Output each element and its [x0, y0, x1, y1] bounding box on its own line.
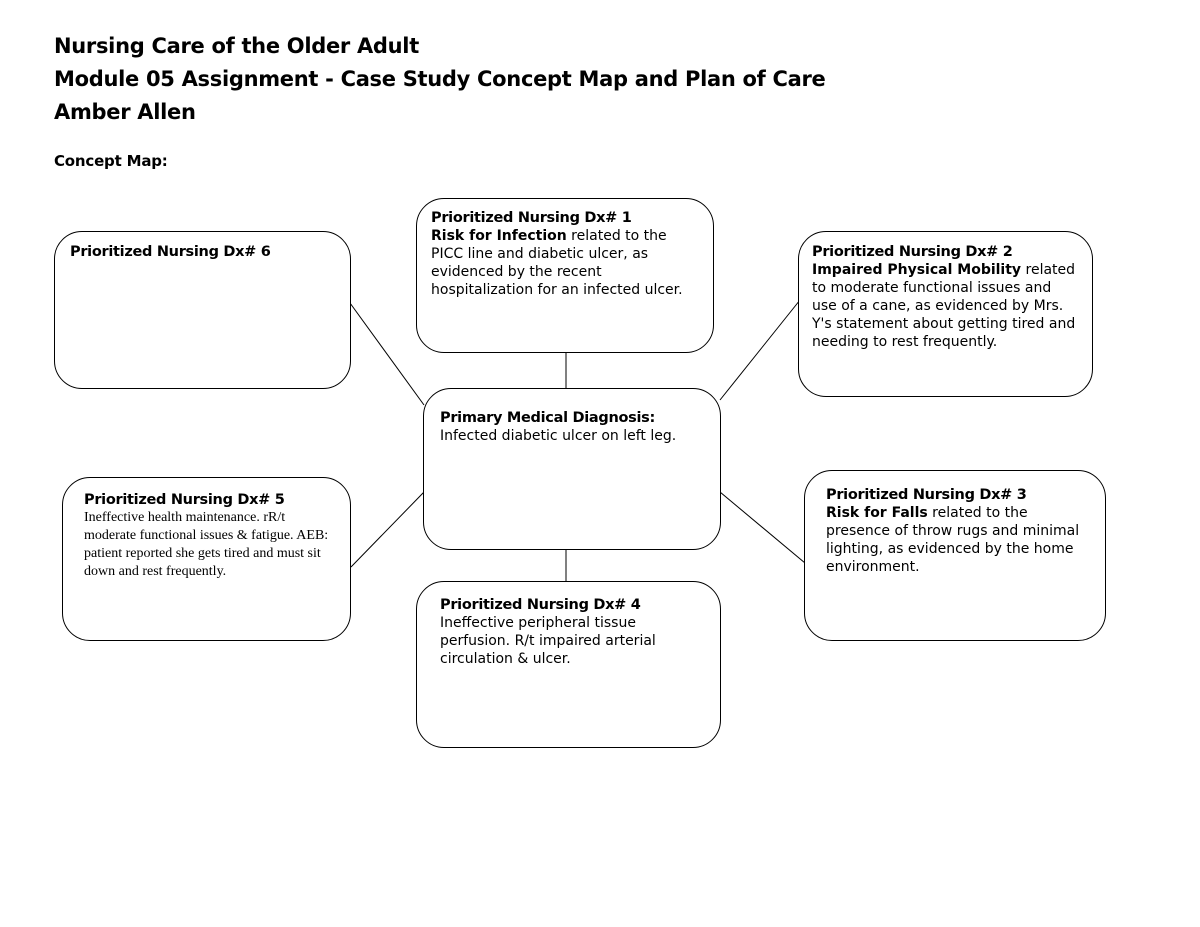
dx-4-title: Prioritized Nursing Dx# 4 [440, 597, 641, 613]
dx-1-title: Prioritized Nursing Dx# 1 [431, 210, 632, 226]
nursing-dx-2-box [798, 231, 1093, 397]
nursing-dx-3-box [804, 470, 1106, 641]
connector-dx3 [720, 492, 805, 563]
dx-2-text [812, 261, 1079, 351]
nursing-dx-5-box [62, 477, 351, 641]
dx-3-diagnosis: Risk for Falls [826, 505, 928, 521]
dx-5-text: Ineffective health maintenance. rR/t moderate functional issues & fatigue. AEB: patient reported she gets tired and must sit down and rest frequently. [84, 510, 329, 579]
dx-1-diagnosis: Risk for Infection [431, 228, 567, 244]
assignment-title: Module 05 Assignment - Case Study Concept Map and Plan of Care [54, 67, 826, 91]
nursing-dx-6-box [54, 231, 351, 389]
dx-2-title: Prioritized Nursing Dx# 2 [812, 244, 1013, 260]
primary-diagnosis-title: Primary Medical Diagnosis: [440, 410, 655, 426]
primary-diagnosis-box [423, 388, 721, 550]
dx-5-title: Prioritized Nursing Dx# 5 [84, 492, 285, 508]
concept-map-label: Concept Map: [54, 152, 168, 170]
author-name: Amber Allen [54, 100, 196, 124]
dx-4-text: Ineffective peripheral tissue perfusion. R/t impaired arterial circulation & ulcer. [440, 615, 656, 667]
dx-1-text [431, 227, 699, 299]
dx-6-title: Prioritized Nursing Dx# 6 [70, 244, 271, 260]
dx-3-title: Prioritized Nursing Dx# 3 [826, 487, 1027, 503]
dx-3-text [826, 504, 1087, 576]
dx-1-detail: related to the PICC line and diabetic ulcer, as evidenced by the recent hospitalization for an infected ulcer. [431, 228, 683, 298]
connector-dx5 [351, 492, 424, 567]
course-title: Nursing Care of the Older Adult [54, 34, 419, 58]
dx-2-diagnosis: Impaired Physical Mobility [812, 262, 1022, 278]
connector-dx6 [350, 303, 424, 405]
dx-3-detail: related to the presence of throw rugs and minimal lighting, as evidenced by the home environment. [826, 505, 1080, 575]
connector-dx2 [720, 300, 800, 400]
nursing-dx-4-box [416, 581, 721, 748]
nursing-dx-1-box [416, 198, 714, 353]
primary-diagnosis-text: Infected diabetic ulcer on left leg. [440, 428, 677, 444]
dx-2-detail: related to moderate functional issues and use of a cane, as evidenced by Mrs. Y's statement about getting tired and needing to rest frequently. [812, 262, 1076, 350]
